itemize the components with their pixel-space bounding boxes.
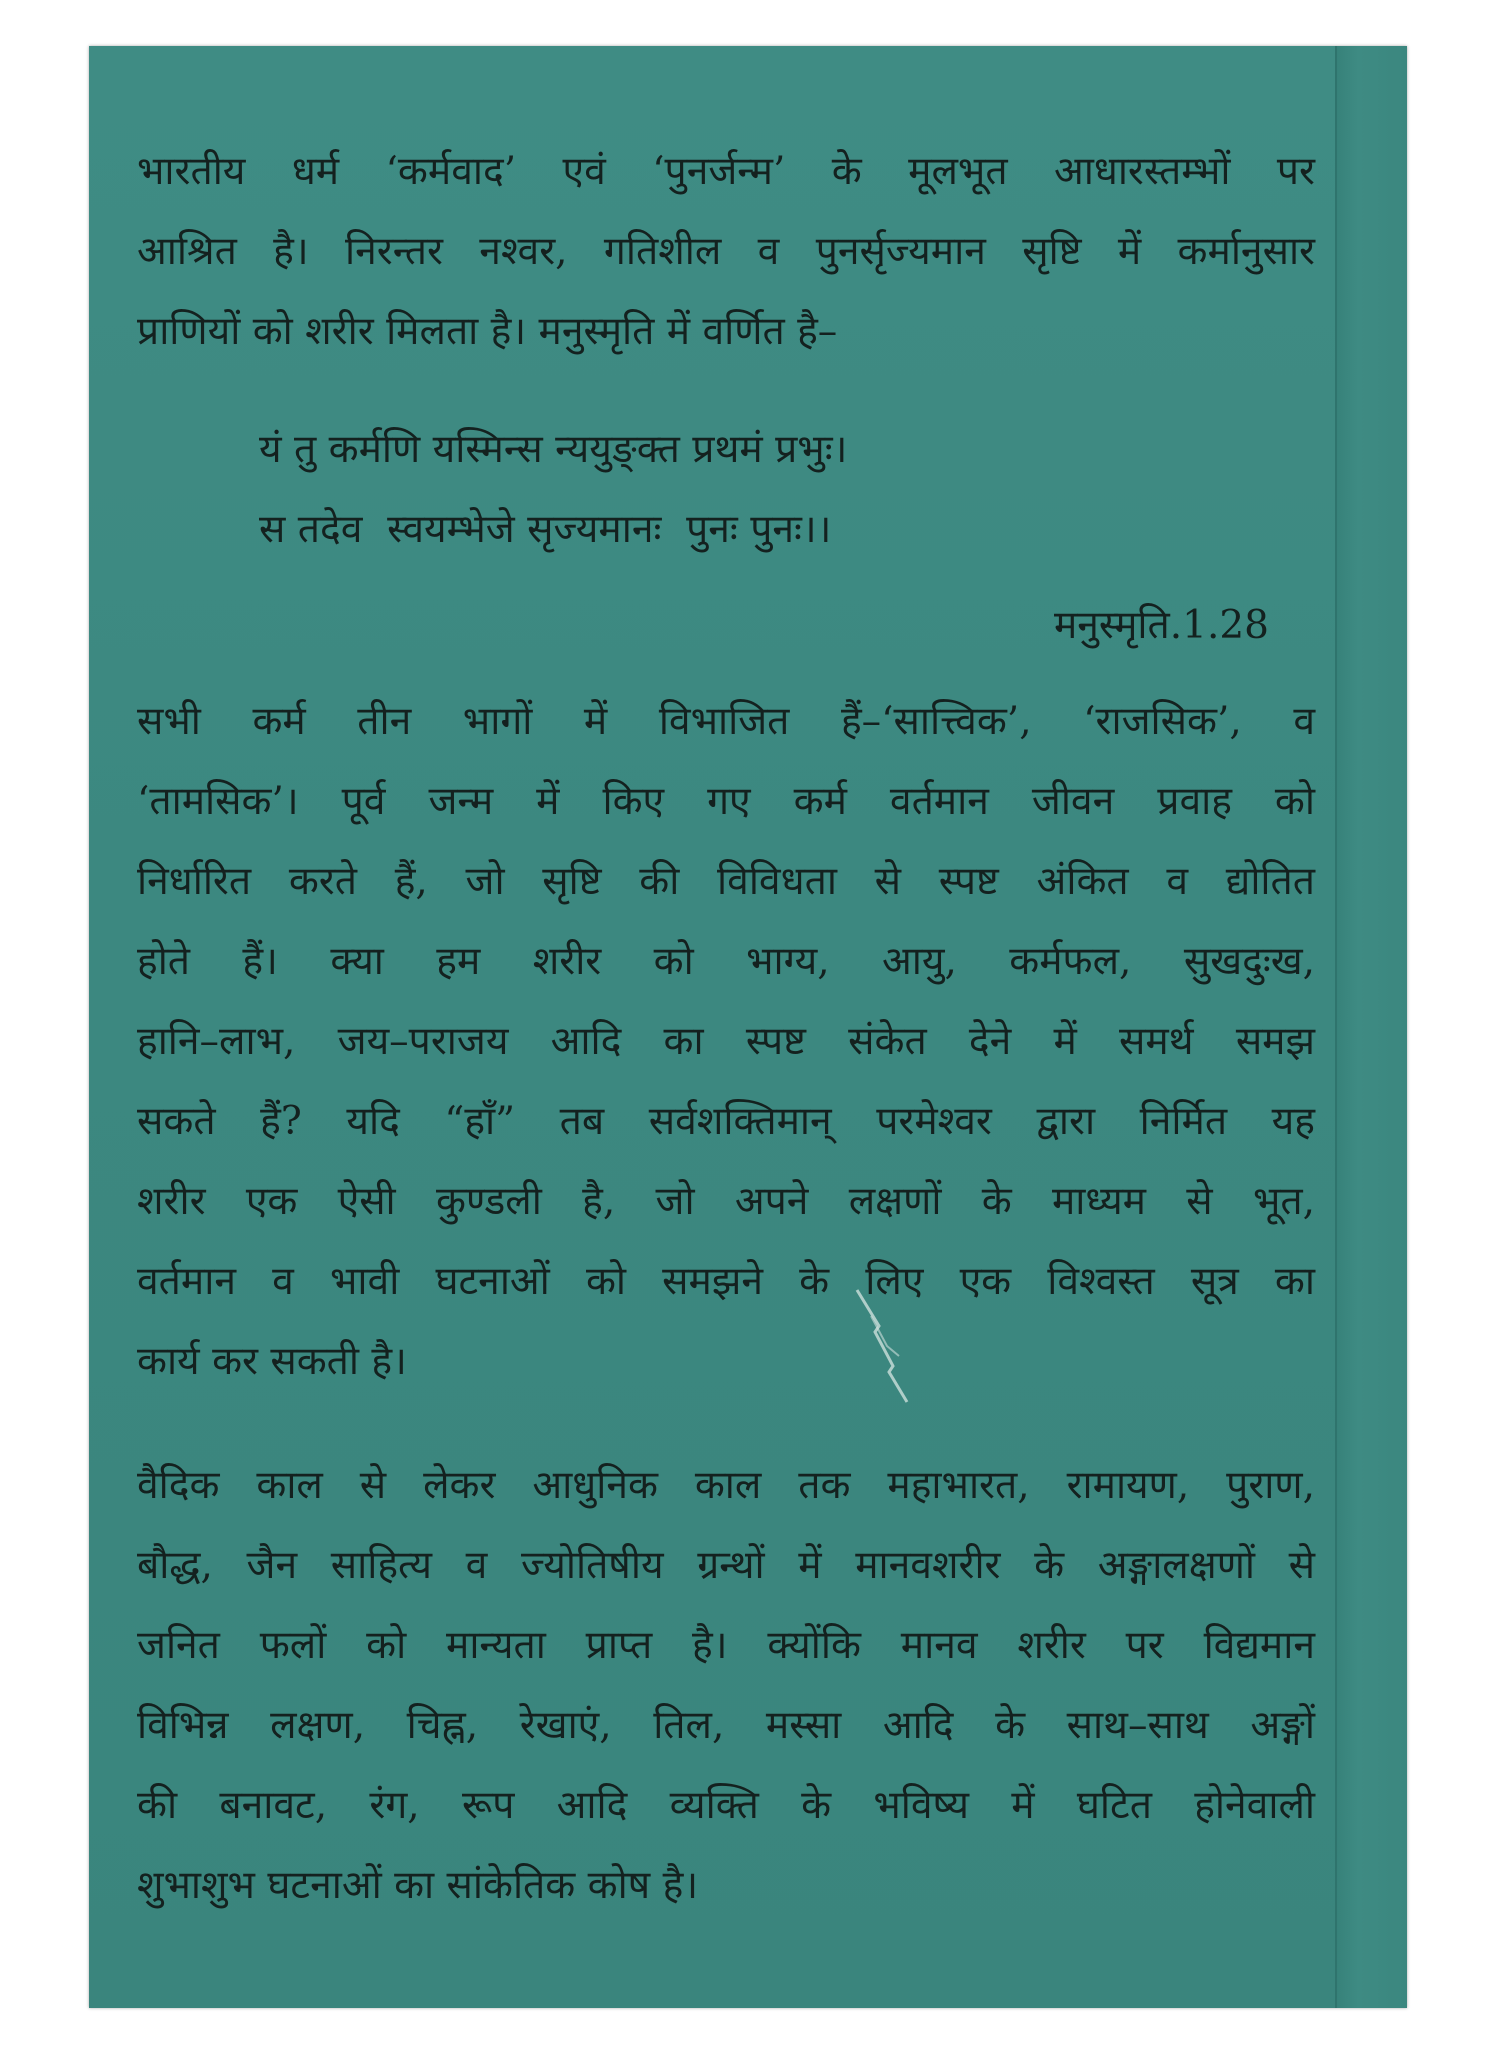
paragraph-line: आश्रित है। निरन्तर नश्वर, गतिशील व पुनर्सृज्यमान सृष्टि में कर्मानुसार — [137, 229, 1315, 274]
paragraph-line: जनित फलों को मान्यता प्राप्त है। क्योंकि मानव शरीर पर विद्यमान — [137, 1623, 1315, 1668]
paragraph-line: शरीर एक ऐसी कुण्डली है, जो अपने लक्षणों के माध्यम से भूत, — [137, 1179, 1316, 1224]
paragraph-vedic-tradition — [137, 1446, 1315, 1926]
paragraph-line: की बनावट, रंग, रूप आदि व्यक्ति के भविष्य में घटित होनेवाली — [137, 1783, 1315, 1828]
paragraph-line: बौद्ध, जैन साहित्य व ज्योतिषीय ग्रन्थों में मानवशरीर के अङ्गालक्षणों से — [137, 1543, 1315, 1588]
verse-line: स तदेव स्वयम्भेजे सृज्यमानः पुनः पुनः।। — [259, 507, 832, 552]
book-back-cover — [89, 46, 1407, 2008]
paragraph-line: भारतीय धर्म ‘कर्मवाद’ एवं ‘पुनर्जन्म’ के मूलभूत आधारस्तम्भों पर — [137, 149, 1315, 194]
paragraph-line: सकते हैं? यदि “हाँ” तब सर्वशक्तिमान् परमेश्वर द्वारा निर्मित यह — [137, 1099, 1315, 1144]
paragraph-line: निर्धारित करते हैं, जो सृष्टि की विविधता से स्पष्ट अंकित व द्योतित — [137, 859, 1315, 904]
paragraph-karma-intro — [137, 132, 1315, 372]
paragraph-line: वैदिक काल से लेकर आधुनिक काल तक महाभारत, रामायण, पुराण, — [137, 1463, 1315, 1508]
paragraph-line: वर्तमान व भावी घटनाओं को समझने के लिए एक विश्वस्त सूत्र का — [137, 1259, 1315, 1304]
paragraph-line: विभिन्न लक्षण, चिह्न, रेखाएं, तिल, मस्सा आदि के साथ–साथ अङ्गों — [137, 1703, 1315, 1748]
paragraph-three-karmas — [137, 682, 1315, 1402]
paragraph-line: प्राणियों को शरीर मिलता है। मनुस्मृति में वर्णित है– — [137, 309, 838, 354]
verse-line: यं तु कर्मणि यस्मिन्स न्ययुङ्क्त प्रथमं प्रभुः। — [259, 427, 848, 472]
verse-citation: मनुस्मृति.1.28 — [1053, 603, 1269, 648]
book-spine — [1335, 46, 1407, 2008]
paragraph-line: ‘तामसिक’। पूर्व जन्म में किए गए कर्म वर्तमान जीवन प्रवाह को — [137, 779, 1315, 824]
paragraph-line: सभी कर्म तीन भागों में विभाजित हैं–‘सात्त्विक’, ‘राजसिक’, व — [137, 699, 1315, 744]
paragraph-line: कार्य कर सकती है। — [137, 1339, 407, 1384]
paragraph-line: शुभाशुभ घटनाओं का सांकेतिक कोष है। — [137, 1863, 699, 1908]
paragraph-line: होते हैं। क्या हम शरीर को भाग्य, आयु, कर्मफल, सुखदुःख, — [137, 939, 1315, 984]
paragraph-line: हानि–लाभ, जय–पराजय आदि का स्पष्ट संकेत देने में समर्थ समझ — [137, 1019, 1315, 1064]
sanskrit-verse — [259, 410, 1259, 570]
